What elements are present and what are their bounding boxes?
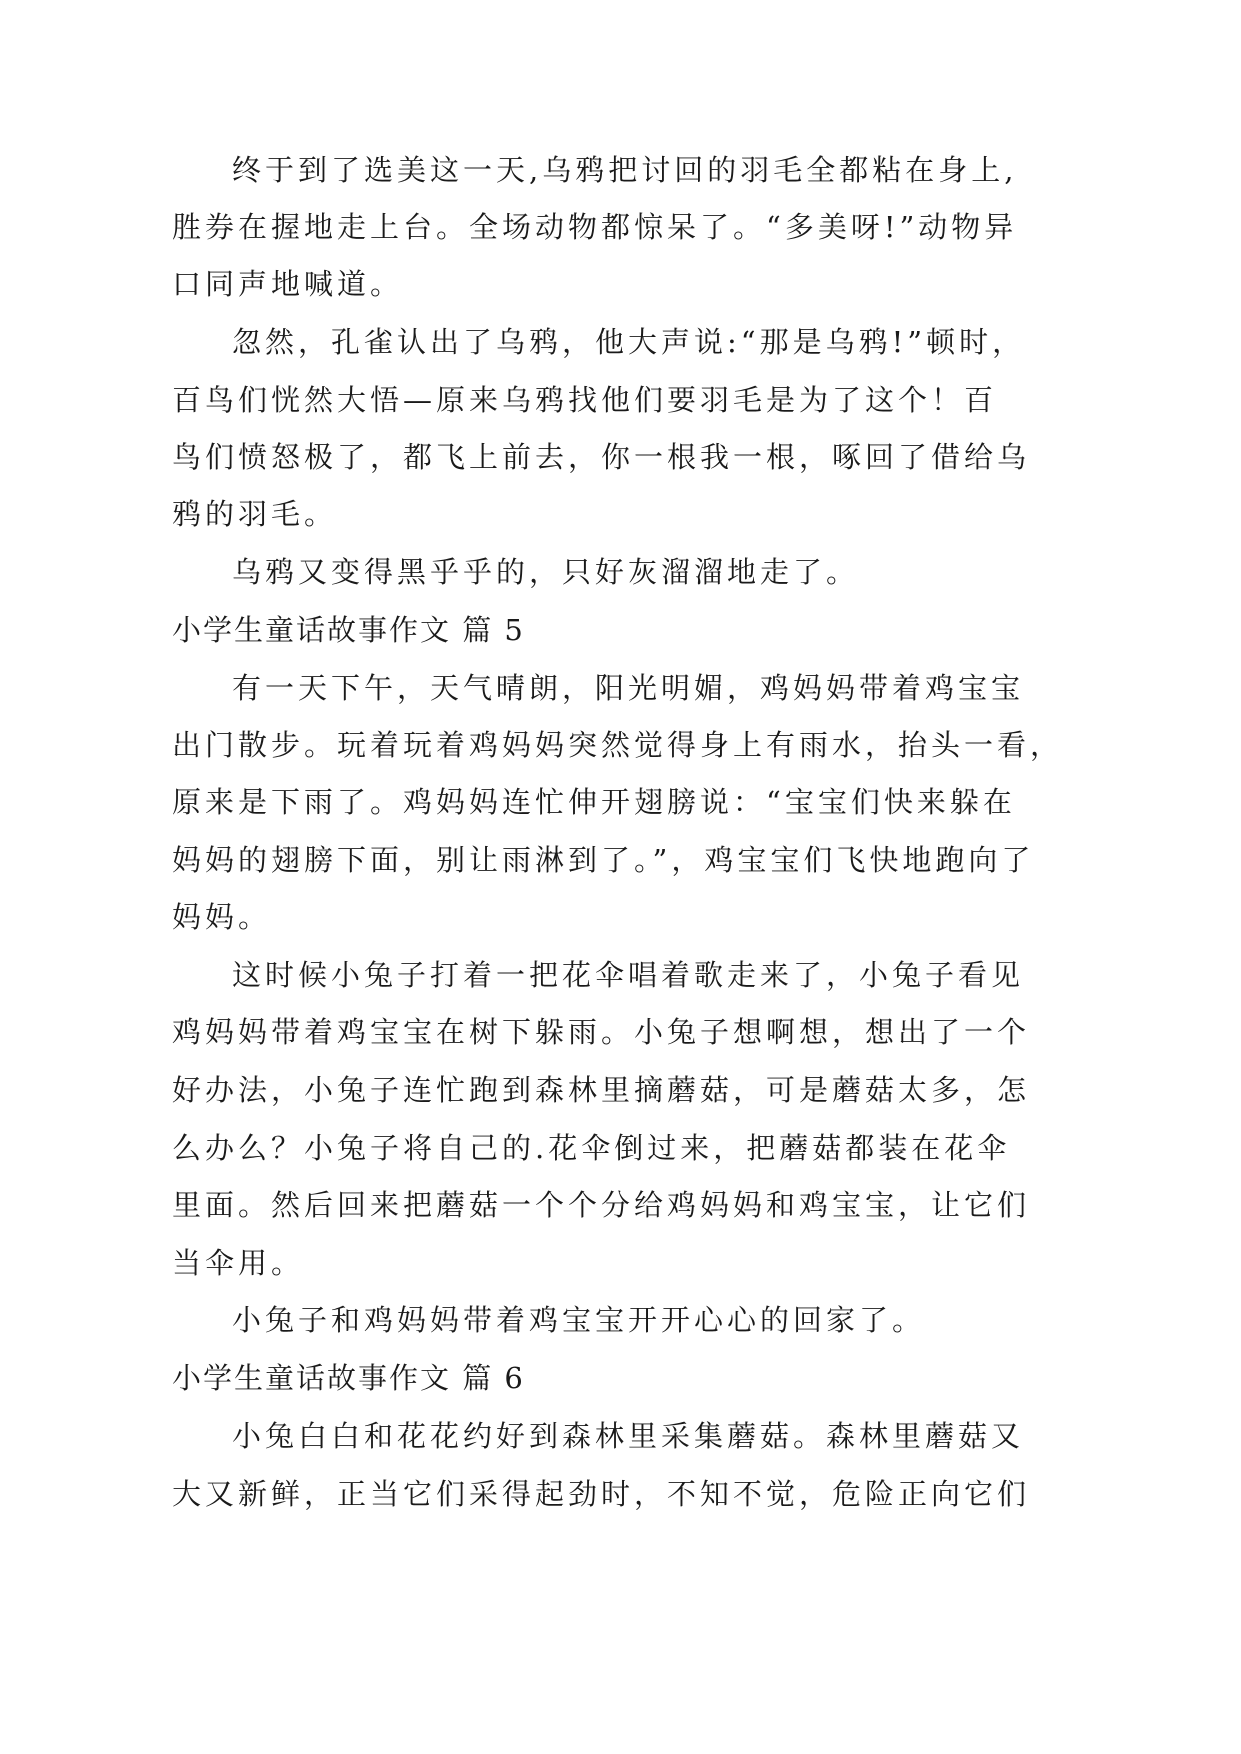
paragraph-line: 小兔子和鸡妈妈带着鸡宝宝开开心心的回家了。 (232, 1303, 926, 1337)
paragraph-line: 乌鸦又变得黑乎乎的，只好灰溜溜地走了。 (232, 555, 860, 589)
paragraph-line: 口同声地喊道。 (172, 267, 404, 301)
paragraph-line: 这时候小兔子打着一把花伞唱着歌走来了，小兔子看见 (232, 958, 1025, 992)
paragraph-line: 终于到了选美这一天,乌鸦把讨回的羽毛全都粘在身上, (232, 153, 1018, 187)
paragraph-line: 当伞用。 (172, 1246, 305, 1280)
section-heading: 小学生童话故事作文 篇 5 (172, 613, 525, 647)
paragraph-line: 妈妈。 (172, 900, 272, 934)
paragraph-line: 忽然，孔雀认出了乌鸦，他大声说:“那是乌鸦!”顿时， (232, 325, 1026, 359)
paragraph-line: 出门散步。玩着玩着鸡妈妈突然觉得身上有雨水，抬头一看， (172, 728, 1064, 762)
section-heading: 小学生童话故事作文 篇 6 (172, 1361, 525, 1395)
paragraph-line: 小兔白白和花花约好到森林里采集蘑菇。森林里蘑菇又 (232, 1419, 1025, 1453)
paragraph-line: 里面。然后回来把蘑菇一个个分给鸡妈妈和鸡宝宝，让它们 (172, 1188, 1031, 1222)
paragraph-line: 鸦的羽毛。 (172, 497, 338, 531)
paragraph-line: 有一天下午，天气晴朗，阳光明媚，鸡妈妈带着鸡宝宝 (232, 671, 1025, 705)
paragraph-line: 原来是下雨了。鸡妈妈连忙伸开翅膀说：“宝宝们快来躲在 (172, 785, 1016, 819)
paragraph-line: 妈妈的翅膀下面，别让雨淋到了。”，鸡宝宝们飞快地跑向了 (172, 843, 1035, 877)
paragraph-line: 鸟们愤怒极了，都飞上前去，你一根我一根，啄回了借给乌 (172, 440, 1031, 474)
paragraph-line: 胜券在握地走上台。全场动物都惊呆了。“多美呀!”动物异 (172, 210, 1018, 244)
paragraph-line: 大又新鲜，正当它们采得起劲时，不知不觉，危险正向它们 (172, 1477, 1031, 1511)
paragraph-line: 鸡妈妈带着鸡宝宝在树下躲雨。小兔子想啊想，想出了一个 (172, 1015, 1031, 1049)
paragraph-line: 百鸟们恍然大悟—原来乌鸦找他们要羽毛是为了这个！百 (172, 383, 998, 417)
paragraph-line: 好办法，小兔子连忙跑到森林里摘蘑菇，可是蘑菇太多，怎 (172, 1073, 1031, 1107)
paragraph-line: 么办么？小兔子将自己的.花伞倒过来，把蘑菇都装在花伞 (172, 1131, 1011, 1165)
